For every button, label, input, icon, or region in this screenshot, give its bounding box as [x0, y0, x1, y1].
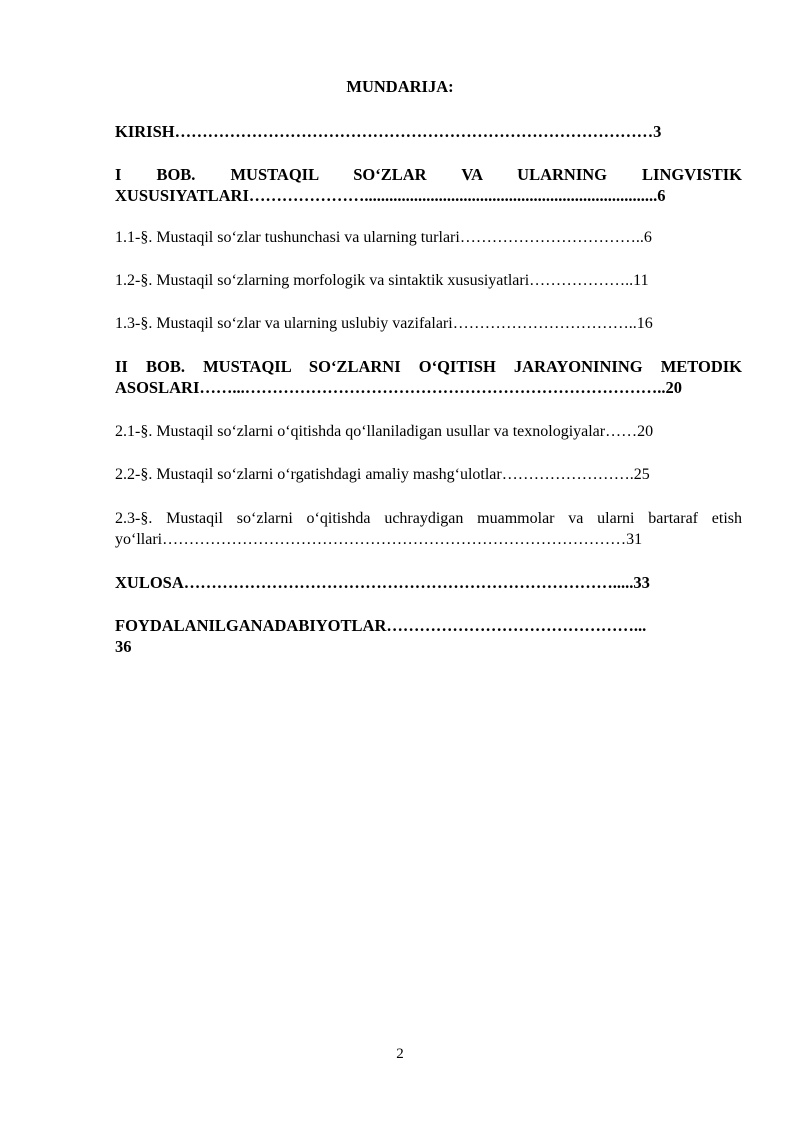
- toc-entry-section-2-2: 2.2-§. Mustaqil so‘zlarni o‘rgatishdagi amaliy mashg‘ulotlar…………………….25: [115, 466, 650, 483]
- toc-entry-section-1-2: 1.2-§. Mustaqil so‘zlarning morfologik va sintaktik xususiyatlari………………..11: [115, 272, 649, 289]
- toc-entry-bibliography: [115, 615, 742, 657]
- toc-entry-bibliography-page: 36: [115, 637, 132, 656]
- toc-entry-chapter-1-title: I BOB. MUSTAQIL SO‘ZLAR VA ULARNING LINGVISTIK: [115, 165, 742, 184]
- toc-entry-chapter-2: [115, 356, 742, 398]
- page-number: 2: [396, 1046, 404, 1062]
- toc-entry-chapter-2-title: II BOB. MUSTAQIL SO‘ZLARNI O‘QITISH JARAYONINING METODIK: [115, 357, 742, 376]
- toc-entry-bibliography-title: FOYDALANILGANADABIYOTLAR………………………………………...: [115, 616, 647, 635]
- toc-entry-section-2-3-title: 2.3-§. Mustaqil so‘zlarni o‘qitishda uchraydigan muammolar va ularni bartaraf etish: [115, 510, 742, 527]
- toc-entry-section-2-3-page: yo‘llari……………………………………………………………………………31: [115, 531, 643, 548]
- toc-entry-kirish: KIRISH……………………………………………………………………………3: [115, 122, 662, 141]
- toc-entry-section-1-1: 1.1-§. Mustaqil so‘zlar tushunchasi va ularning turlari……………………………..6: [115, 229, 652, 246]
- page-title: MUNDARIJA:: [346, 77, 454, 96]
- toc-entry-chapter-1: [115, 164, 742, 206]
- toc-entry-xulosa: XULOSA…………………………………………………………………….....33: [115, 573, 650, 592]
- toc-entry-chapter-2-page: ASOSLARI……...…………………………………………………………………..20: [115, 378, 682, 397]
- toc-entry-section-2-1: 2.1-§. Mustaqil so‘zlarni o‘qitishda qo‘llaniladigan usullar va texnologiyalar……20: [115, 423, 654, 440]
- toc-entry-section-1-3: 1.3-§. Mustaqil so‘zlar va ularning uslubiy vazifalari……………………………..16: [115, 315, 653, 332]
- toc-entry-chapter-1-page: XUSUSIYATLARI………………….......................................................................6: [115, 186, 666, 205]
- toc-entry-section-2-3: [115, 508, 742, 550]
